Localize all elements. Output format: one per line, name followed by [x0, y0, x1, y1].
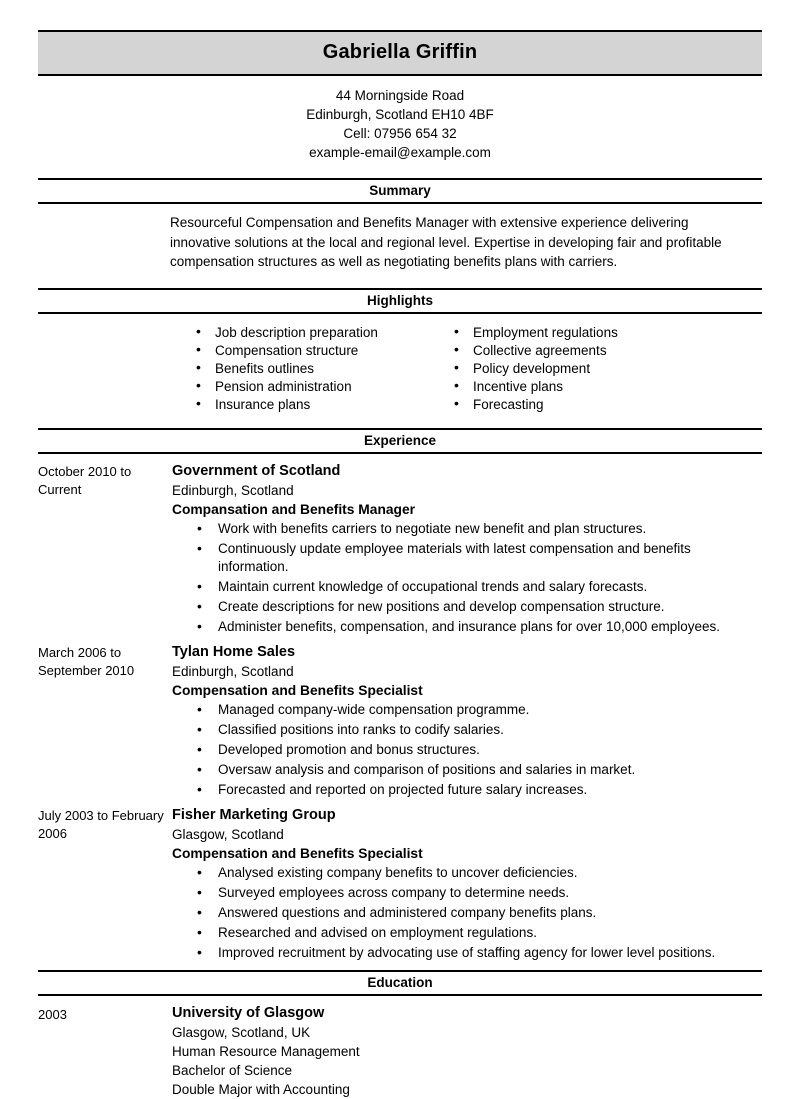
- experience-company: Government of Scotland: [172, 462, 341, 479]
- list-item: • Benefits outlines: [190, 360, 400, 378]
- section-header-summary: Summary: [38, 178, 762, 204]
- experience-location: Edinburgh, Scotland: [172, 664, 294, 679]
- education-school: University of Glasgow: [172, 1005, 325, 1021]
- experience-location: Edinburgh, Scotland: [172, 482, 294, 498]
- list-item: • Collective agreements: [448, 342, 762, 360]
- education-field: Human Resource Management: [172, 1044, 360, 1059]
- section-header-experience: Experience: [38, 428, 762, 454]
- experience-location: Glasgow, Scotland: [172, 827, 284, 842]
- list-item: • Improved recruitment by advocating use of staffing agency for lower level positions.: [192, 944, 762, 963]
- list-item: • Insurance plans: [190, 396, 400, 414]
- list-item: • Administer benefits, compensation, and insurance plans for over 10,000 employees.: [192, 618, 762, 637]
- list-item: • Surveyed employees across company to determine needs.: [192, 884, 762, 903]
- experience-job-title: Compensation and Benefits Specialist: [172, 846, 423, 861]
- contact-address-line-1: 44 Morningside Road: [335, 88, 465, 103]
- section-header-education: Education: [38, 970, 762, 996]
- education-dates: 2003: [38, 1007, 67, 1022]
- section-header-highlights: Highlights: [38, 288, 762, 314]
- summary-text: Resourceful Compensation and Benefits Manager with extensive experience delivering innovative solutions at the local and regional level. Expertise in developing fair and profitable compensation structures as well as negotiating benefits plans with carriers.: [170, 215, 722, 269]
- experience-list: [38, 454, 762, 965]
- list-item: • Analysed existing company benefits to uncover deficiencies.: [192, 864, 762, 883]
- list-item: • Maintain current knowledge of occupational trends and salary forecasts.: [192, 578, 762, 597]
- contact-address-line-2: Edinburgh, Scotland EH10 4BF: [306, 107, 494, 122]
- list-item: • Incentive plans: [448, 378, 762, 396]
- experience-job-title: Compensation and Benefits Specialist: [172, 683, 423, 698]
- name-banner: [38, 30, 762, 76]
- list-item: • Developed promotion and bonus structures.: [192, 741, 762, 760]
- list-item: • Policy development: [448, 360, 762, 378]
- contact-phone: Cell: 07956 654 32: [343, 126, 457, 141]
- experience-entry: [38, 462, 762, 639]
- experience-dates: October 2010 to Current: [38, 463, 132, 497]
- education-degree: Bachelor of Science: [172, 1063, 293, 1078]
- education-entry: [38, 996, 762, 1099]
- list-item: • Forecasted and reported on projected future salary increases.: [192, 781, 762, 800]
- experience-entry: [38, 806, 762, 964]
- list-item: • Researched and advised on employment regulations.: [192, 924, 762, 943]
- list-item: • Job description preparation: [190, 324, 400, 342]
- experience-job-title: Compansation and Benefits Manager: [172, 501, 416, 517]
- highlights-column-left: [38, 324, 400, 414]
- experience-entry: [38, 643, 762, 801]
- list-item: • Create descriptions for new positions and develop compensation structure.: [192, 598, 762, 617]
- list-item: • Continuously update employee materials with latest compensation and benefits information.: [192, 540, 762, 577]
- list-item: • Compensation structure: [190, 342, 400, 360]
- list-item: • Employment regulations: [448, 324, 762, 342]
- list-item: • Pension administration: [190, 378, 400, 396]
- contact-email: example-email@example.com: [309, 145, 491, 160]
- education-location: Glasgow, Scotland, UK: [172, 1025, 311, 1040]
- list-item: • Classified positions into ranks to codify salaries.: [192, 721, 762, 740]
- highlights-block: [38, 314, 762, 422]
- list-item: • Work with benefits carriers to negotiate new benefit and plan structures.: [192, 520, 762, 539]
- education-extra: Double Major with Accounting: [172, 1082, 350, 1097]
- list-item: • Oversaw analysis and comparison of positions and salaries in market.: [192, 761, 762, 780]
- experience-dates: July 2003 to February 2006: [38, 808, 164, 841]
- list-item: • Managed company-wide compensation programme.: [192, 701, 762, 720]
- experience-dates: March 2006 to September 2010: [38, 645, 135, 678]
- list-item: • Answered questions and administered company benefits plans.: [192, 904, 762, 923]
- list-item: • Forecasting: [448, 396, 762, 414]
- experience-company: Fisher Marketing Group: [172, 807, 336, 823]
- contact-block: [38, 76, 762, 170]
- experience-company: Tylan Home Sales: [172, 644, 296, 660]
- highlights-column-right: [400, 324, 762, 414]
- candidate-name: Gabriella Griffin: [322, 41, 478, 63]
